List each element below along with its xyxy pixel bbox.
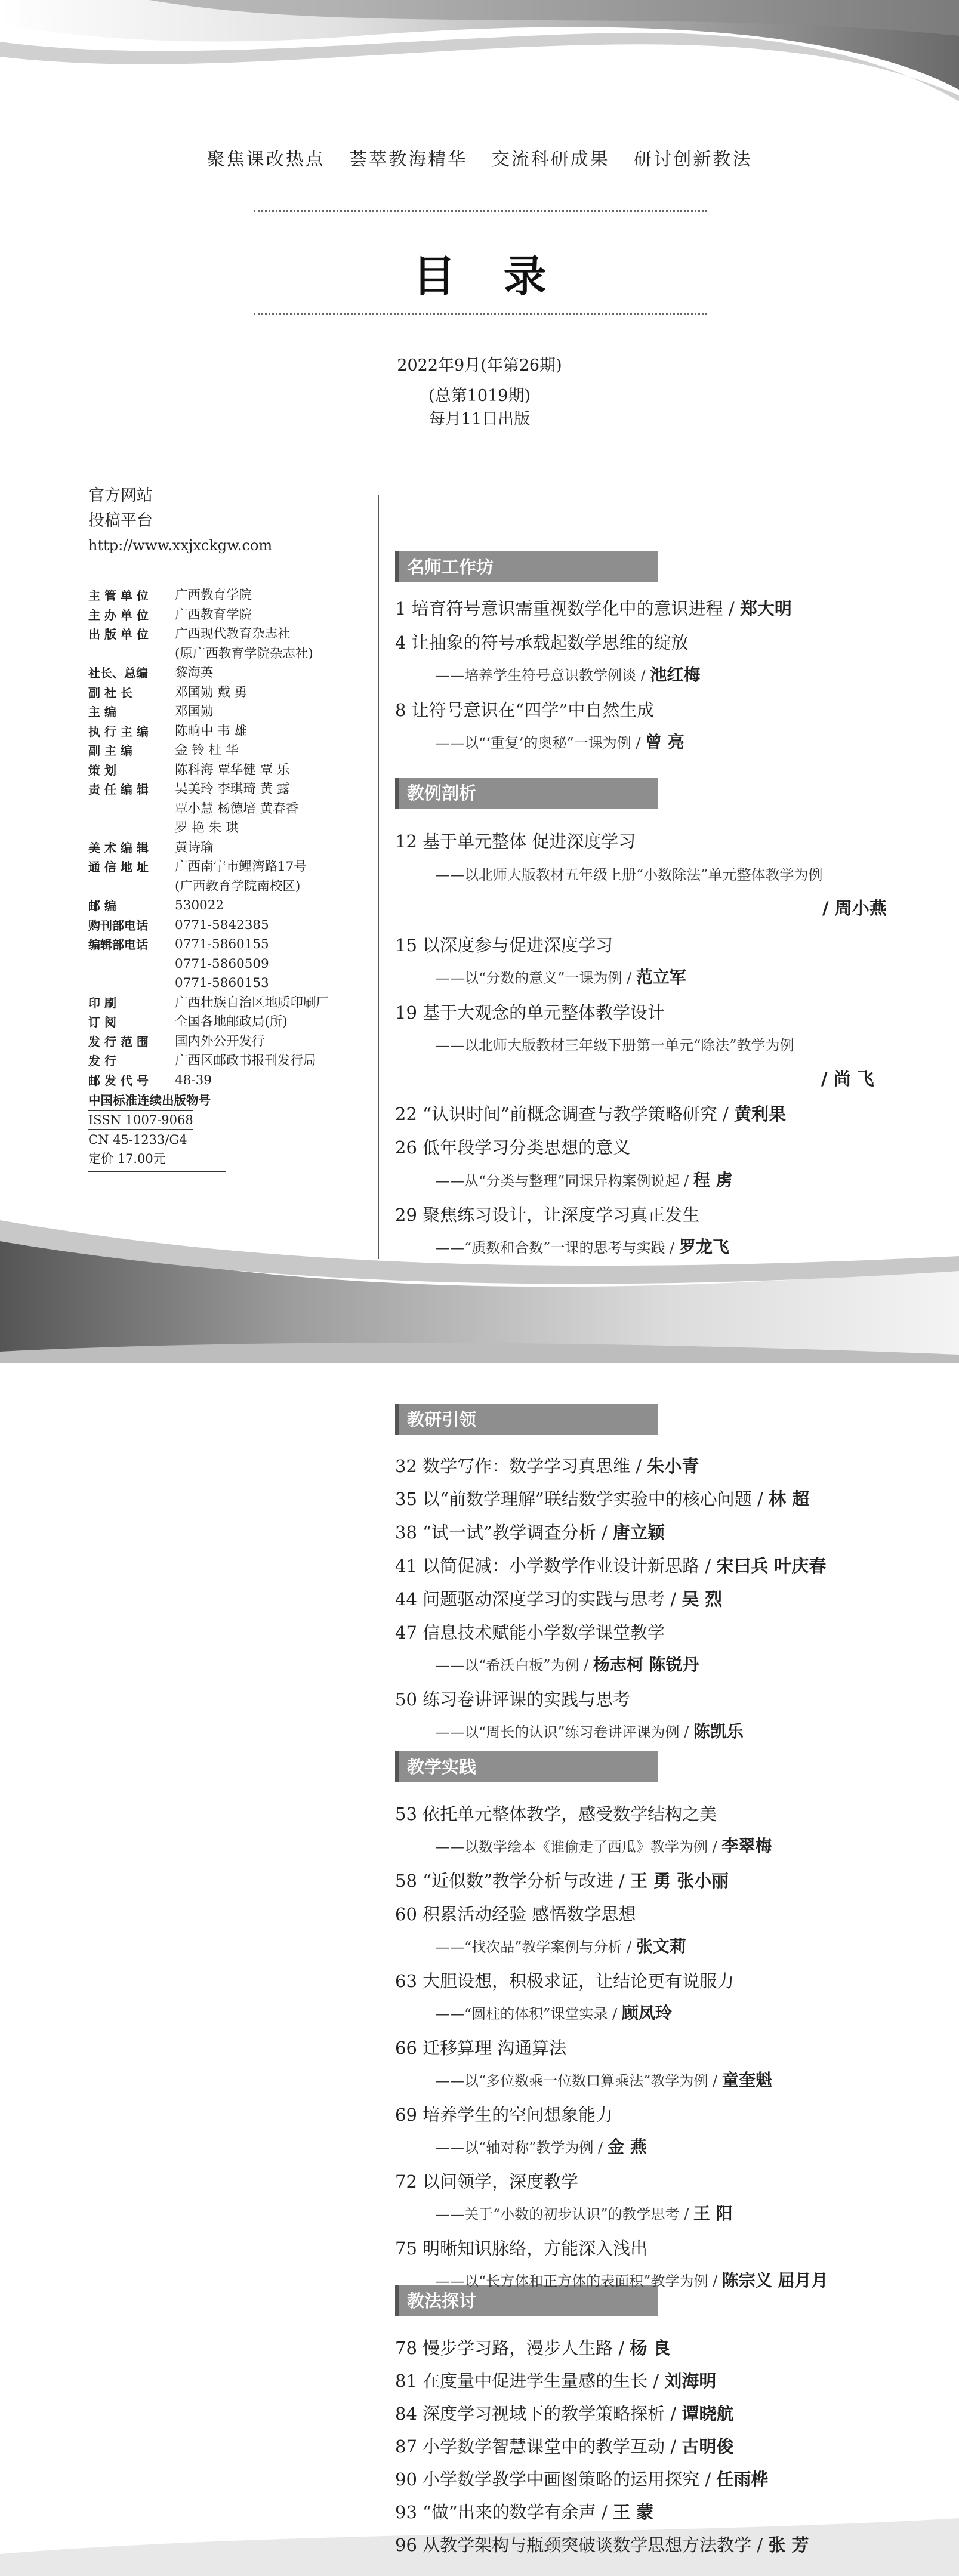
masthead-row [88, 722, 369, 742]
masthead-value: 陈晌中 韦 雄 [175, 723, 248, 739]
toc-subtitle[interactable] [436, 2069, 772, 2091]
toc-title: 60 积累活动经验 感悟数学思想 [395, 1904, 636, 1924]
toc-author: 曾 亮 [645, 732, 684, 752]
toc-entry[interactable] [395, 2369, 716, 2393]
masthead-value: 48-39 [175, 1072, 212, 1088]
toc-author: 程 虏 [693, 1170, 733, 1190]
masthead-value: 广西区邮政书报刊发行局 [175, 1053, 316, 1068]
header-wave-decoration [0, 0, 959, 104]
masthead-row [88, 1013, 369, 1032]
toc-title: 41 以简促减：小学数学作业设计新思路 / [395, 1556, 717, 1576]
toc-title: 19 基于大观念的单元整体教学设计 [395, 1002, 665, 1023]
toc-title: ——以“长方体和正方体的表面积”教学为例 / [436, 2273, 722, 2290]
toc-title: 72 以问领学，深度教学 [395, 2171, 579, 2192]
toc-entry[interactable] [395, 2435, 733, 2458]
toc-title: 38 “试一试”教学调查分析 / [395, 1522, 613, 1542]
toc-subtitle[interactable] [436, 2270, 828, 2292]
toc-entry[interactable] [395, 1587, 722, 1611]
toc-entry[interactable] [395, 631, 689, 655]
toc-title: 35 以“前数学理解”联结数学实验中的核心问题 / [395, 1489, 769, 1509]
masthead-row [88, 1032, 369, 1052]
issue-publish: 每月11日出版 [428, 410, 531, 428]
masthead-key: 美 术 编 辑 [88, 840, 149, 855]
toc-author: 罗龙飞 [679, 1237, 729, 1257]
toc-author: 杨 良 [630, 2338, 671, 2358]
toc-title: 26 低年段学习分类思想的意义 [395, 1137, 631, 1158]
toc-author: 朱小青 [647, 1456, 699, 1476]
toc-title: ——以“周长的认识”练习卷讲评课为例 / [436, 1724, 693, 1741]
toc-subtitle[interactable] [436, 1721, 744, 1743]
masthead-value: 国内外公开发行 [175, 1034, 265, 1049]
issue-date: 2022年9月(年第26期) [397, 356, 562, 375]
toc-author: 陈宗义 屈月月 [721, 2270, 828, 2290]
toc-entry[interactable] [395, 597, 792, 621]
toc-subtitle[interactable] [436, 1170, 733, 1192]
masthead-value: 530022 [175, 898, 224, 913]
toc-author: 范立军 [636, 967, 686, 987]
section-header-teaching-practice: 教学实践 [395, 1751, 658, 1782]
toc-title: 63 大胆设想，积极求证，让结论更有说服力 [395, 1971, 735, 1991]
toc-title: 47 信息技术赋能小学数学课堂教学 [395, 1622, 665, 1643]
official-site-label: 官方网站 [88, 486, 153, 505]
toc-author: 顾凤玲 [621, 2003, 672, 2023]
issn: ISSN 1007-9068 [88, 1110, 193, 1130]
masthead-key: 邮 发 代 号 [88, 1073, 149, 1088]
masthead-key: 主 编 [88, 705, 116, 719]
issue-total: (总第1019期) [428, 387, 531, 405]
masthead-key: 购刊部电话 [88, 918, 148, 933]
toc-entry[interactable] [395, 1687, 630, 1711]
masthead-row [88, 877, 369, 897]
divider-bottom [254, 313, 707, 315]
toc-subtitle[interactable] [436, 2003, 672, 2025]
masthead-key: 发 行 [88, 1054, 116, 1068]
toc-entry[interactable] [395, 829, 636, 853]
toc-title: 78 慢步学习路，漫步人生路 / [395, 2338, 630, 2358]
toc-title: ——以“希沃白板”为例 / [436, 1657, 593, 1674]
masthead-row [88, 664, 369, 683]
masthead-value: 金 铃 杜 华 [175, 743, 239, 758]
toc-title: ——以“‘重复’的奥秘”一课为例 / [436, 735, 646, 751]
toc-title: 8 让符号意识在“四学”中自然生成 [395, 700, 655, 720]
section-header-case-analysis: 教例剖析 [395, 778, 658, 809]
toc-entry[interactable] [395, 1802, 717, 1826]
masthead-key: 主 办 单 位 [88, 607, 149, 622]
masthead-row [88, 916, 369, 936]
toc-entry[interactable] [395, 1102, 786, 1126]
masthead-key: 订 阅 [88, 1015, 116, 1029]
toc-entry[interactable] [395, 2170, 578, 2194]
masthead-row [88, 761, 369, 780]
toc-author: 陈凯乐 [693, 1722, 744, 1741]
toc-author: 唐立颖 [612, 1522, 665, 1542]
toc-title: ——以“多位数乘一位数口算乘法”教学为例 / [436, 2072, 722, 2089]
toc-title: ——以北师大版教材三年级下册第一单元“除法”教学为例 [436, 1037, 794, 1054]
toc-author: 宋曰兵 叶庆春 [716, 1556, 827, 1576]
toc-author: 郑大明 [739, 599, 792, 619]
toc-title: 69 培养学生的空间想象能力 [395, 2105, 613, 2125]
toc-title: 12 基于单元整体 促进深度学习 [395, 831, 636, 852]
toc-entry[interactable] [395, 1136, 630, 1159]
toc-title: ——培养学生符号意识教学例谈 / [436, 667, 650, 684]
toc-entry[interactable] [395, 2533, 809, 2557]
masthead-key: 执 行 主 编 [88, 724, 149, 739]
submission-label: 投稿平台 [88, 511, 153, 530]
masthead-row [88, 606, 369, 625]
toc-title: 50 练习卷讲评课的实践与思考 [395, 1689, 631, 1710]
toc-title: 44 问题驱动深度学习的实践与思考 / [395, 1589, 682, 1609]
toc-title: 32 数学写作：数学学习真思维 / [395, 1456, 647, 1476]
toc-entry[interactable] [395, 2467, 768, 2491]
masthead-value: 0771-5842385 [175, 917, 269, 933]
toc-entry[interactable] [395, 1487, 809, 1511]
toc-subtitle[interactable] [436, 863, 823, 886]
toc-entry[interactable] [395, 933, 613, 957]
masthead-sidebar [88, 483, 369, 1172]
toc-entry[interactable] [395, 1902, 636, 1926]
masthead-value: 0771-5860155 [175, 937, 269, 952]
masthead-key: 副 主 编 [88, 744, 132, 758]
masthead-row [88, 625, 369, 644]
toc-entry[interactable] [395, 1454, 699, 1478]
serial-number-heading: 中国标准连续出版物号 [88, 1093, 211, 1107]
masthead-row [88, 857, 369, 877]
masthead-row [88, 974, 369, 994]
toc-title: 90 小学数学教学中画图策略的运用探究 / [395, 2469, 717, 2489]
masthead-value: 陈科海 覃华健 覃 乐 [175, 762, 290, 778]
toc-entry[interactable] [395, 1203, 699, 1227]
toc-subtitle[interactable] [436, 967, 686, 989]
toc-author: 杨志柯 陈锐丹 [593, 1655, 699, 1674]
masthead-row [88, 780, 369, 800]
masthead-key: 责 任 编 辑 [88, 782, 149, 797]
sidebar-bottom-rule [88, 1171, 226, 1172]
toc-title: 87 小学数学智慧课堂中的教学互动 / [395, 2436, 682, 2457]
masthead-value: 全国各地邮政局(所) [175, 1014, 288, 1029]
toc-subtitle[interactable] [436, 664, 700, 686]
toc-author: 古明俊 [682, 2436, 734, 2457]
divider-top [254, 210, 707, 212]
masthead-row [88, 838, 369, 858]
price: 定价 17.00元 [88, 1152, 166, 1166]
toc-author: / 周小燕 [822, 898, 887, 918]
masthead-value: 邓国勋 [175, 704, 214, 719]
masthead-row [88, 644, 369, 664]
toc-title: ——“找次品”教学案例与分析 / [436, 1939, 636, 1955]
toc-entry[interactable] [395, 1554, 826, 1578]
masthead-value: 0771-5860509 [175, 956, 269, 971]
toc-author: 王 勇 张小丽 [630, 1871, 729, 1891]
toc-subtitle[interactable] [436, 732, 684, 754]
toc-entry[interactable] [395, 1869, 729, 1893]
toc-entry[interactable] [395, 1001, 665, 1025]
toc-title: ——“圆柱的体积”课堂实录 / [436, 2006, 622, 2022]
toc-entry[interactable] [395, 2336, 670, 2360]
toc-subtitle[interactable] [436, 1034, 794, 1056]
masthead-row [88, 586, 369, 606]
toc-title: 1 培育符号意识需重视数学化中的意识进程 / [395, 599, 740, 619]
toc-title: ——以“分数的意义”一课为例 / [436, 970, 636, 986]
masthead-key [88, 955, 175, 974]
section-header-research-guide: 教研引领 [395, 1404, 658, 1435]
masthead-value: 0771-5860153 [175, 976, 269, 991]
section-header-method-discussion: 教法探讨 [395, 2285, 658, 2316]
column-divider [378, 495, 379, 1259]
masthead-row [88, 741, 369, 761]
masthead-value: 广西教育学院 [175, 607, 252, 622]
masthead-value: (广西教育学院南校区) [175, 878, 301, 894]
toc-title: 66 迁移算理 沟通算法 [395, 2038, 567, 2058]
toc-subtitle[interactable] [436, 1236, 729, 1258]
masthead-key: 发 行 范 围 [88, 1034, 149, 1049]
masthead-value: 吴美玲 李琪琦 黄 露 [175, 782, 290, 797]
masthead-value: 邓国勋 戴 勇 [175, 684, 248, 700]
masthead-row [88, 819, 369, 838]
masthead-row [88, 955, 369, 974]
toc-author: 谭晓航 [682, 2404, 734, 2424]
toc-subtitle[interactable] [436, 2203, 733, 2225]
toc-title: 84 深度学习视域下的教学策略探析 / [395, 2404, 682, 2424]
toc-entry[interactable] [395, 2236, 647, 2260]
masthead-key [88, 800, 175, 819]
toc-title: 58 “近似数”教学分析与改进 / [395, 1871, 630, 1891]
toc-author: 张 芳 [768, 2535, 809, 2555]
masthead-rows [88, 586, 369, 1090]
masthead-key: 出 版 单 位 [88, 627, 149, 641]
toc-title: 81 在度量中促进学生量感的生长 / [395, 2371, 665, 2391]
masthead-value: 广西南宁市鲤湾路17号 [175, 859, 307, 874]
masthead-row [88, 1051, 369, 1071]
section-header-masters-workshop: 名师工作坊 [395, 551, 658, 582]
toc-author: 王 蒙 [612, 2502, 654, 2522]
toc-title: ——从“分类与整理”同课异构案例说起 / [436, 1173, 693, 1189]
masthead-row [88, 1071, 369, 1091]
toc-title: 53 依托单元整体教学，感受数学结构之美 [395, 1804, 717, 1824]
toc-author: 池红梅 [650, 665, 701, 684]
toc-entry[interactable] [395, 2036, 566, 2060]
masthead-key [88, 877, 175, 897]
toc-entry[interactable] [395, 2500, 653, 2524]
slogan: 聚焦课改热点 荟萃教海精华 交流科研成果 研讨创新教法 [206, 149, 753, 170]
masthead-row [88, 896, 369, 916]
masthead-key: 副 社 长 [88, 685, 132, 700]
toc-subtitle[interactable] [436, 1835, 772, 1858]
masthead-key: 通 信 地 址 [88, 860, 149, 874]
toc-title: 4 让抽象的符号承载起数学思维的绽放 [395, 633, 689, 653]
website-link[interactable]: http://www.xxjxckgw.com [88, 537, 273, 554]
toc-title: 96 从教学架构与瓶颈突破谈数学思想方法教学 / [395, 2535, 769, 2555]
toc-entry[interactable] [395, 1520, 665, 1544]
toc-author: 任雨桦 [716, 2469, 769, 2489]
masthead-row [88, 702, 369, 722]
masthead-value: 广西壮族自治区地质印刷厂 [175, 995, 329, 1010]
masthead-row [88, 994, 369, 1013]
masthead-key [88, 974, 175, 994]
toc-author: 童奎魁 [721, 2070, 772, 2090]
toc-entry[interactable] [395, 2103, 613, 2127]
masthead-value: 黄诗瑜 [175, 840, 214, 855]
toc-author: 黄利果 [733, 1104, 786, 1124]
toc-author: 李翠梅 [721, 1836, 772, 1856]
toc-author: 刘海明 [664, 2371, 717, 2391]
toc-subtitle[interactable] [436, 2136, 647, 2158]
toc-title: ——以“轴对称”教学为例 / [436, 2139, 608, 2156]
toc-author: 林 超 [768, 1489, 810, 1509]
masthead-row [88, 800, 369, 819]
masthead-key: 印 刷 [88, 995, 116, 1010]
toc-entry[interactable] [395, 1969, 734, 1993]
toc-title: ——以数学绘本《谁偷走了西瓜》教学为例 / [436, 1838, 722, 1855]
toc-subtitle[interactable] [436, 1936, 686, 1958]
toc-entry[interactable] [395, 1621, 665, 1645]
masthead-key [88, 644, 175, 664]
toc-entry[interactable] [395, 698, 654, 722]
masthead-value: 广西现代教育杂志社 [175, 627, 291, 641]
masthead-key: 策 划 [88, 763, 116, 778]
masthead-key: 编辑部电话 [88, 937, 148, 952]
masthead-key: 社长、总编 [88, 666, 148, 680]
masthead-key: 邮 编 [88, 899, 116, 913]
masthead-key: 主 管 单 位 [88, 588, 149, 603]
masthead-value: 覃小慧 杨德培 黄春香 [175, 801, 299, 816]
toc-author: 金 燕 [607, 2137, 647, 2157]
toc-title: ——“质数和合数”一课的思考与实践 / [436, 1239, 679, 1256]
masthead-key [88, 819, 175, 838]
masthead-value: 广西教育学院 [175, 588, 252, 603]
masthead-value: (原广西教育学院杂志社) [175, 646, 313, 661]
toc-title: ——以北师大版教材五年级上册“小数除法”单元整体教学为例 [436, 866, 823, 883]
masthead-row [88, 935, 369, 955]
toc-entry[interactable] [395, 2402, 733, 2426]
toc-title: 15 以深度参与促进深度学习 [395, 935, 613, 955]
page-title: 目录 [412, 251, 594, 301]
toc-title: 93 “做”出来的数学有余声 / [395, 2502, 613, 2522]
masthead-value: 罗 艳 朱 珙 [175, 820, 239, 835]
toc-author: 吴 烈 [682, 1589, 723, 1609]
toc-title: 29 聚焦练习设计，让深度学习真正发生 [395, 1205, 700, 1225]
cn-number: CN 45-1233/G4 [88, 1133, 187, 1147]
toc-subtitle[interactable] [436, 1654, 699, 1676]
masthead-row [88, 683, 369, 703]
toc-title: ——关于“小数的初步认识”的教学思考 / [436, 2206, 693, 2223]
masthead-value: 黎海英 [175, 665, 214, 680]
toc-author: 张文莉 [636, 1936, 686, 1956]
toc-author: / 尚 飞 [821, 1069, 874, 1089]
toc-title: 22 “认识时间”前概念调查与教学策略研究 / [395, 1104, 734, 1124]
toc-author: 王 阳 [693, 2204, 733, 2223]
toc-title: 75 明晰知识脉络，方能深入浅出 [395, 2238, 648, 2259]
